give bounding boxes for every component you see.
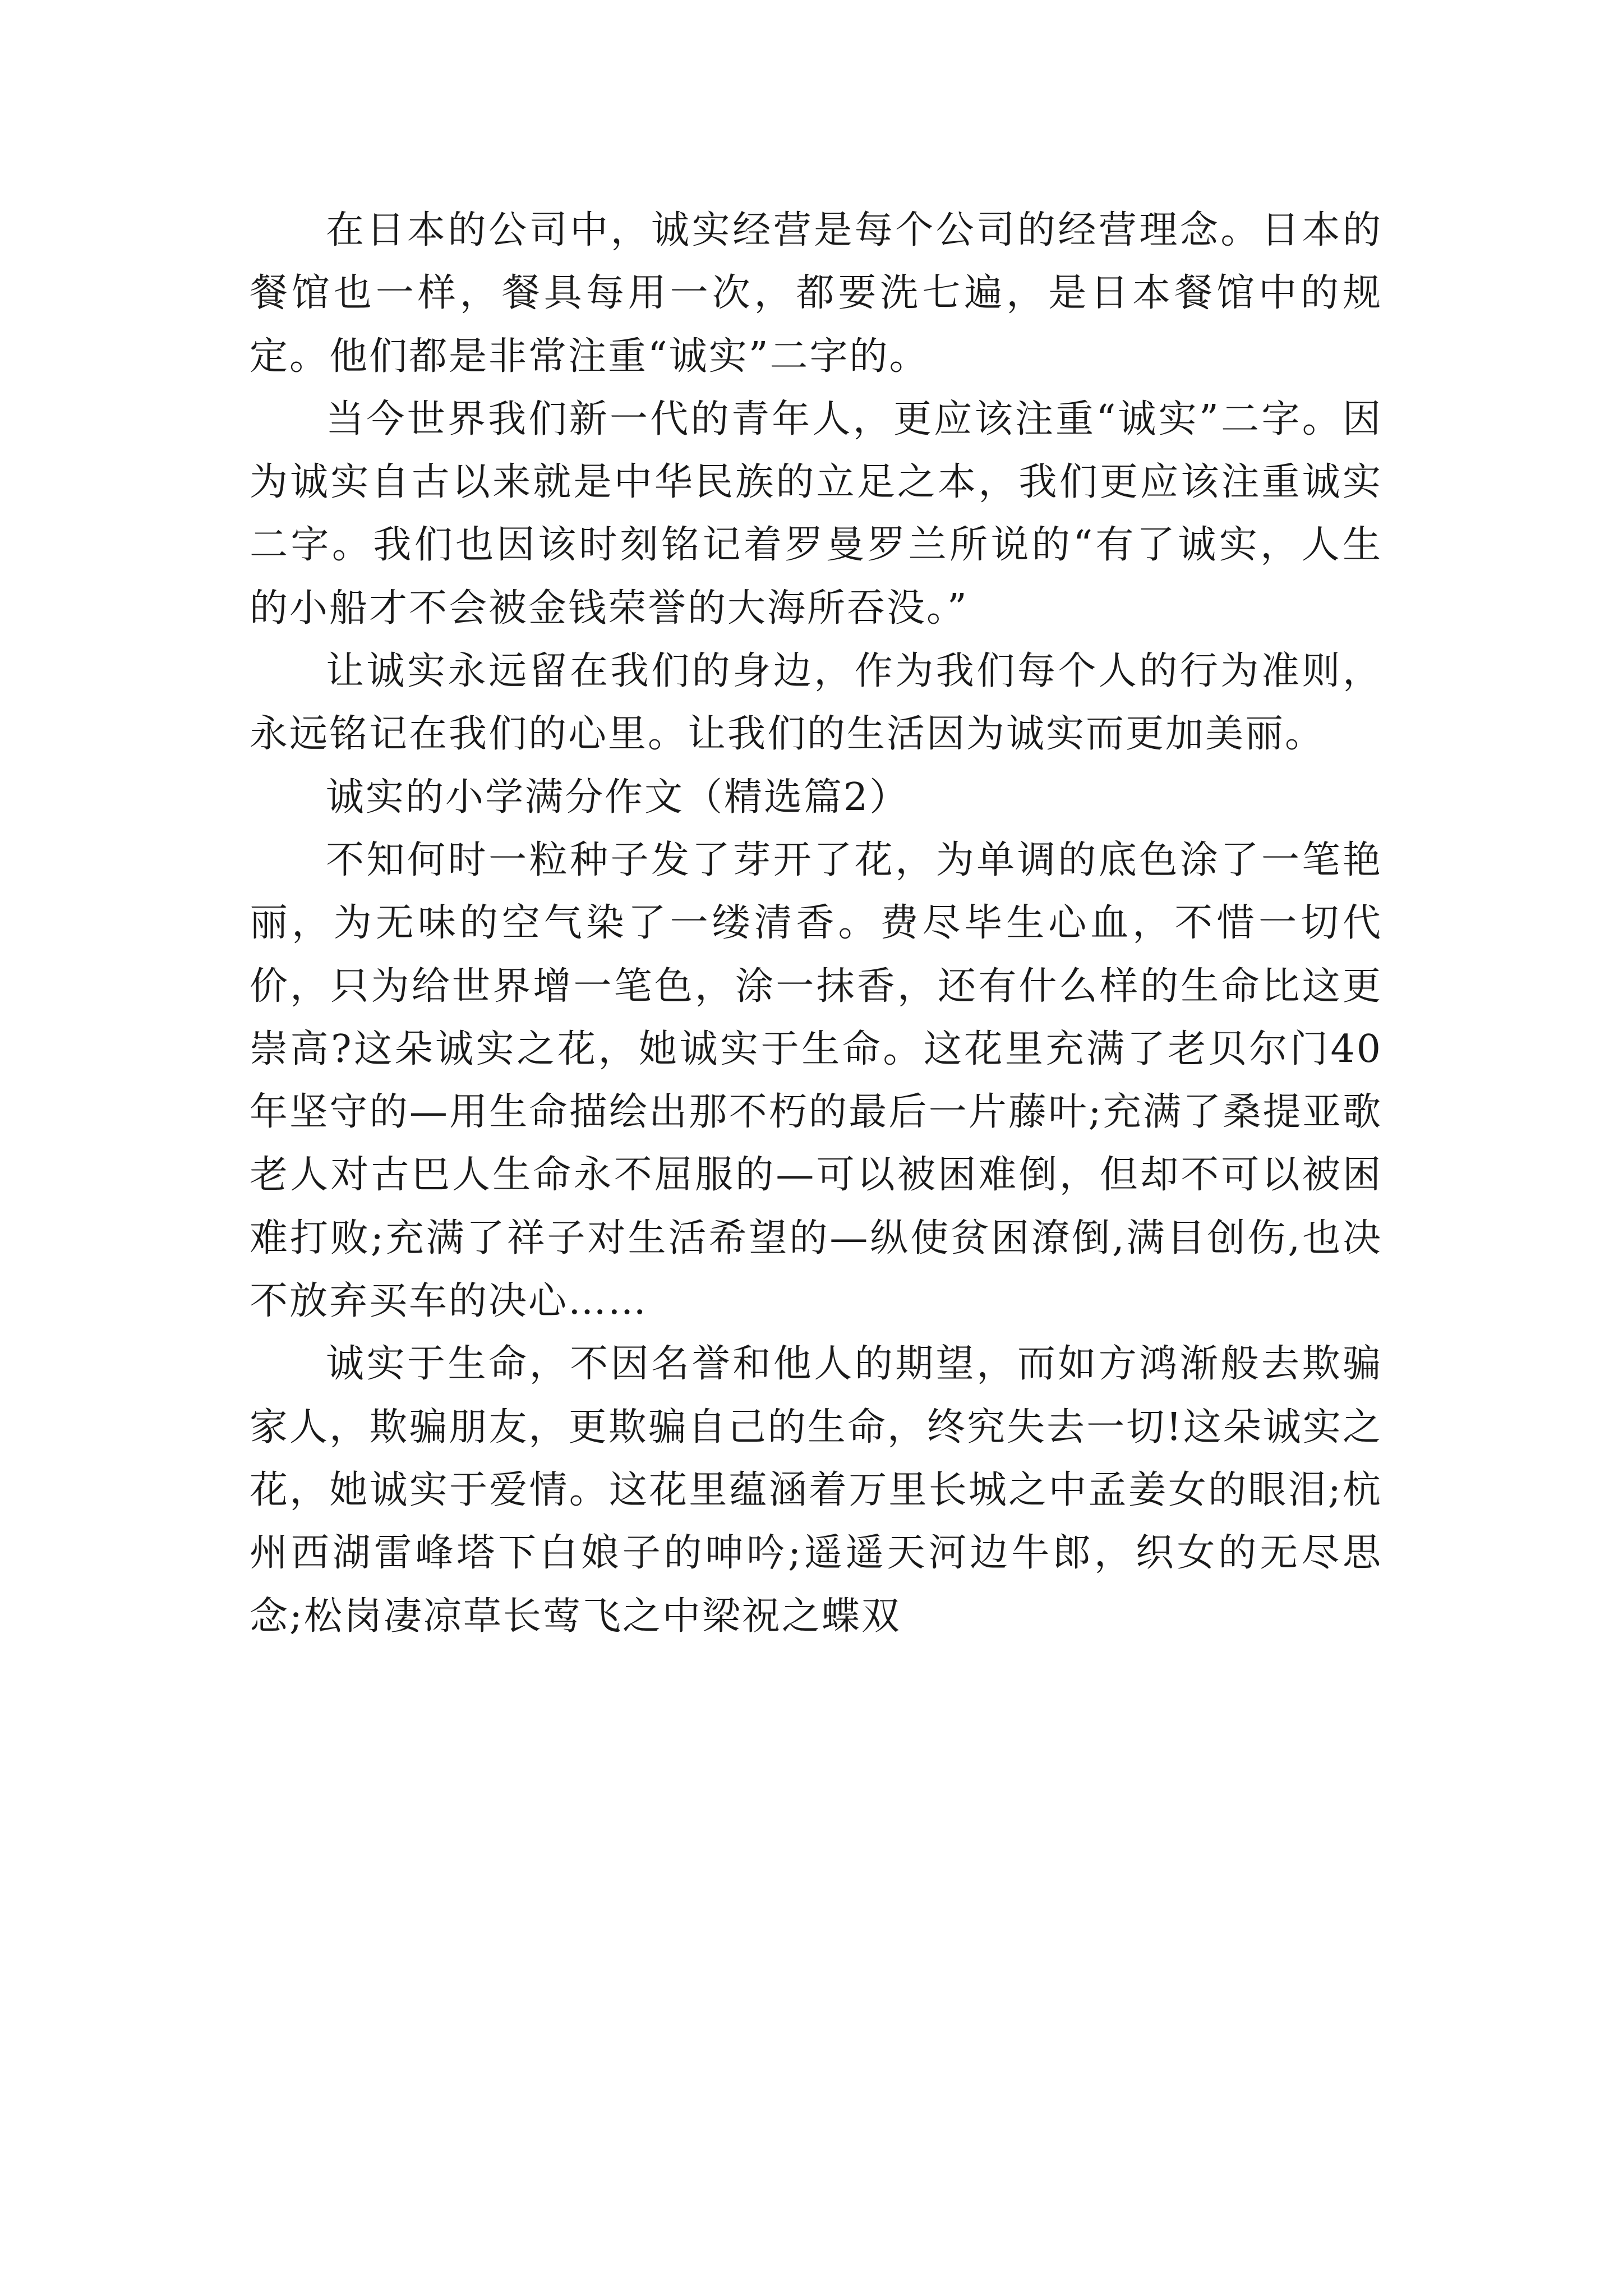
paragraph: 诚实于生命，不因名誉和他人的期望，而如方鸿渐般去欺骗家人，欺骗朋友，更欺骗自己的生命，终究失去一切!这朵诚实之花，她诚实于爱情。这花里蕴涵着万里长城之中孟姜女的眼泪;杭州西湖雷峰塔下白娘子的呻吟;遥遥天河边牛郎，织女的无尽思念;松岗凄凉草长莺飞之中梁祝之蝶双 xyxy=(250,1342,1382,1639)
paragraph: 让诚实永远留在我们的身边，作为我们每个人的行为准则，永远铭记在我们的心里。让我们的生活因为诚实而更加美丽。 xyxy=(250,649,1382,757)
section-heading: 诚实的小学满分作文（精选篇2） xyxy=(326,775,910,820)
paragraph: 不知何时一粒种子发了芽开了花，为单调的底色涂了一笔艳丽，为无味的空气染了一缕清香。费尽毕生心血，不惜一切代价，只为给世界增一笔色，涂一抹香，还有什么样的生命比这更崇高?这朵诚实之花，她诚实于生命。这花里充满了老贝尔门40年坚守的—用生命描绘出那不朽的最后一片藤叶;充满了桑提亚歌老人对古巴人生命永不屈服的—可以被困难倒，但却不可以被困难打败;充满了祥子对生活希望的—纵使贫困潦倒,满目创伤,也决不放弃买车的决心…… xyxy=(250,838,1382,1324)
document-body xyxy=(250,199,1382,1648)
paragraph: 当今世界我们新一代的青年人，更应该注重“诚实”二字。因为诚实自古以来就是中华民族的立足之本，我们更应该注重诚实二字。我们也因该时刻铭记着罗曼罗兰所说的“有了诚实，人生的小船才不会被金钱荣誉的大海所吞没。” xyxy=(250,397,1382,631)
paragraph: 在日本的公司中，诚实经营是每个公司的经营理念。日本的餐馆也一样，餐具每用一次，都要洗七遍，是日本餐馆中的规定。他们都是非常注重“诚实”二字的。 xyxy=(250,208,1382,379)
